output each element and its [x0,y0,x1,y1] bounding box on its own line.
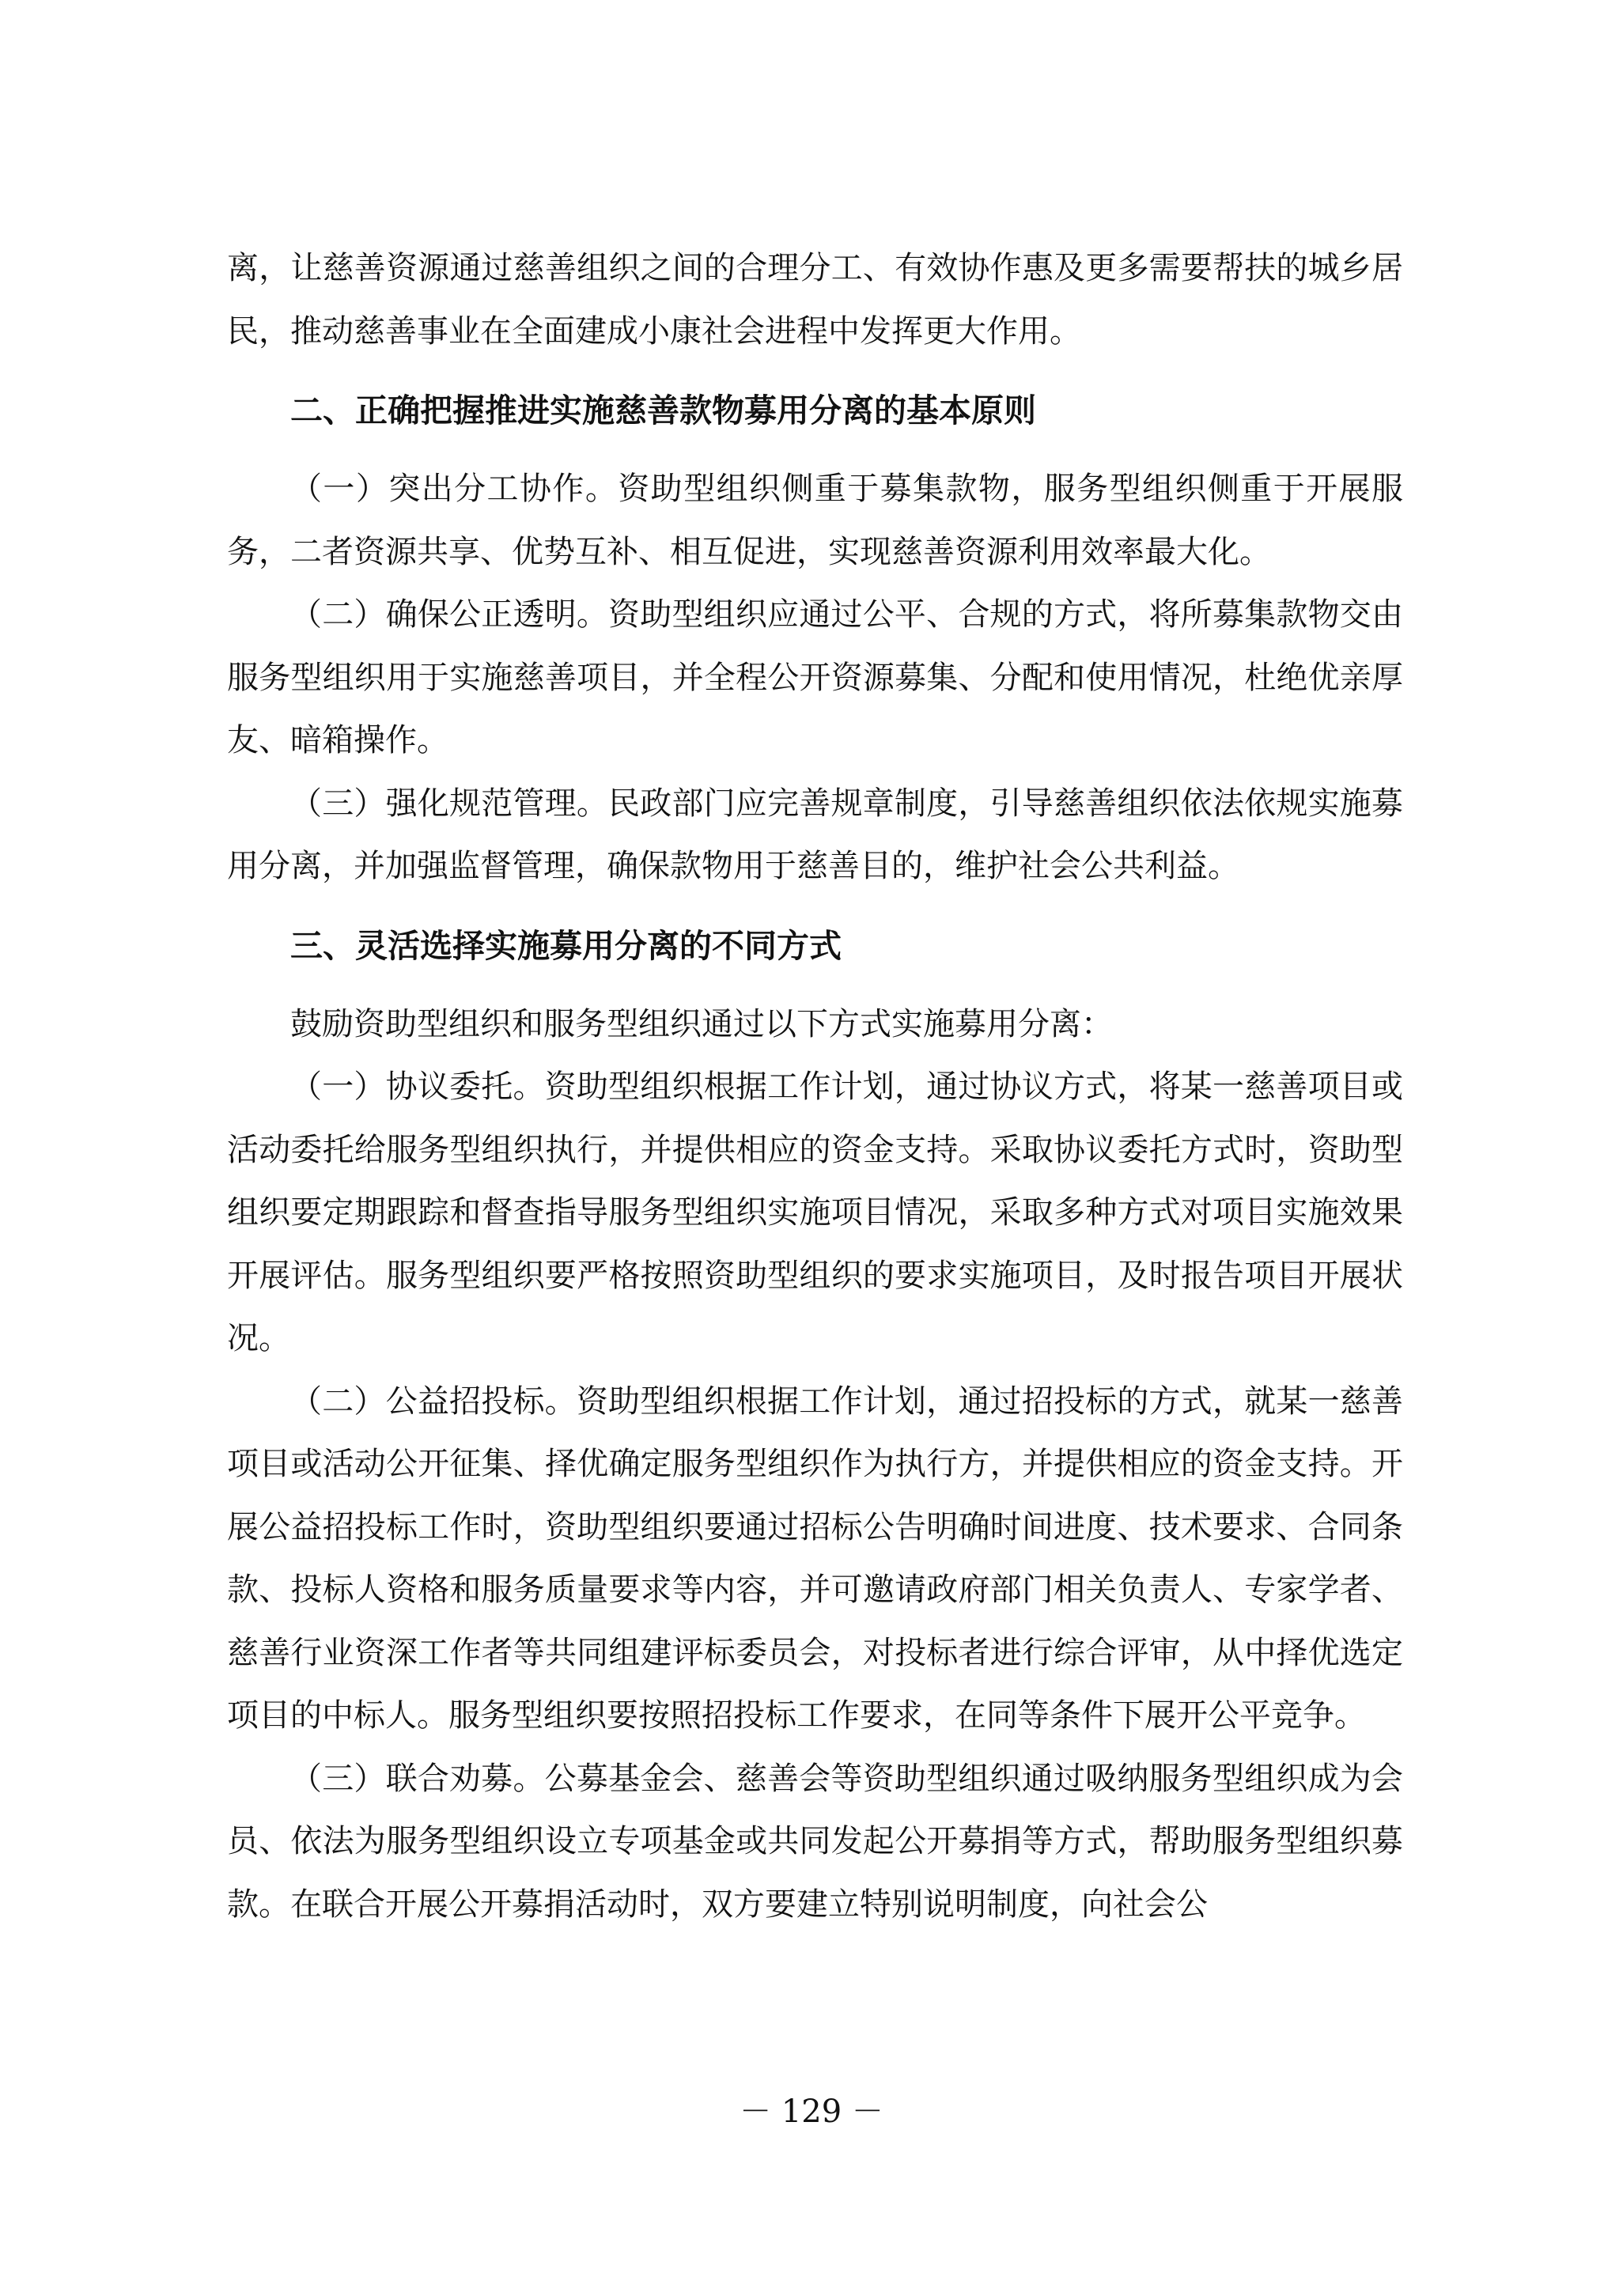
section-heading-2: 二、正确把握推进实施慈善款物募用分离的基本原则 [290,391,1036,429]
paragraph-method-1: （一）协议委托。资助型组织根据工作计划，通过协议方式，将某一慈善项目或活动委托给服务型组织执行，并提供相应的资金支持。采取协议委托方式时，资助型组织要定期跟踪和督查指导服务型组织实施项目情况，采取多种方式对项目实施效果开展评估。服务型组织要严格按照资助型组织的要求实施项目，及时报告项目开展状况。 [227,1069,1403,1356]
paragraph-principle-3: （三）强化规范管理。民政部门应完善规章制度，引导慈善组织依法依规实施募用分离，并加强监督管理，确保款物用于慈善目的，维护社会公共利益。 [227,785,1403,884]
paragraph-method-2: （二）公益招投标。资助型组织根据工作计划，通过招投标的方式，就某一慈善项目或活动公开征集、择优确定服务型组织作为执行方，并提供相应的资金支持。开展公益招投标工作时，资助型组织要通过招标公告明确时间进度、技术要求、合同条款、投标人资格和服务质量要求等内容，并可邀请政府部门相关负责人、专家学者、慈善行业资深工作者等共同组建评标委员会，对投标者进行综合评审，从中择优选定项目的中标人。服务型组织要按照招投标工作要求，在同等条件下展开公平竞争。 [227,1383,1403,1734]
section-heading-3: 三、灵活选择实施募用分离的不同方式 [290,926,842,965]
paragraph-continuation: 离，让慈善资源通过慈善组织之间的合理分工、有效协作惠及更多需要帮扶的城乡居民，推动慈善事业在全面建成小康社会进程中发挥更大作用。 [227,250,1403,350]
paragraph-principle-2: （二）确保公正透明。资助型组织应通过公平、合规的方式，将所募集款物交由服务型组织用于实施慈善项目，并全程公开资源募集、分配和使用情况，杜绝优亲厚友、暗箱操作。 [227,596,1403,758]
document-body [227,237,1403,1936]
paragraph-method-3: （三）联合劝募。公募基金会、慈善会等资助型组织通过吸纳服务型组织成为会员、依法为服务型组织设立专项基金或共同发起公开募捐等方式，帮助服务型组织募款。在联合开展公开募捐活动时，双方要建立特别说明制度，向社会公 [227,1760,1403,1923]
paragraph-intro: 鼓励资助型组织和服务型组织通过以下方式实施募用分离： [290,1005,1113,1042]
paragraph-principle-1: （一）突出分工协作。资助型组织侧重于募集款物，服务型组织侧重于开展服务，二者资源共享、优势互补、相互促进，实现慈善资源利用效率最大化。 [227,471,1403,570]
page-number: － 129 － [740,2094,883,2130]
